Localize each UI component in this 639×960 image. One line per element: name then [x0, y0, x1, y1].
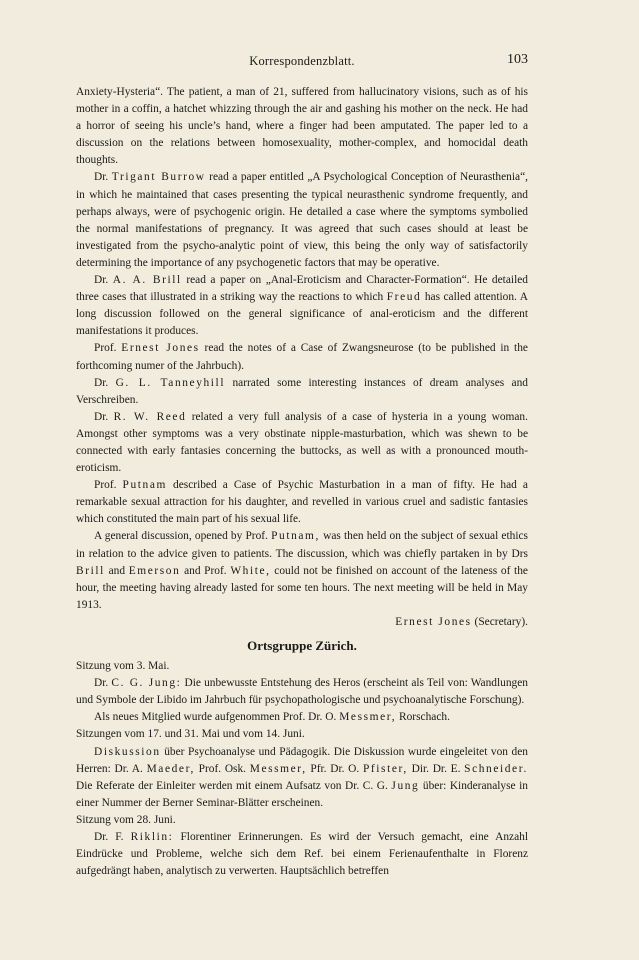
body-text [76, 84, 528, 880]
signature-role: (Secretary). [474, 615, 528, 628]
author-name: White, [230, 564, 271, 577]
paragraph-new-member: Als neues Mitglied wurde aufgenommen Prof. Dr. O. Messmer, Rorschach. [94, 711, 450, 724]
paragraph-brill: Dr. A. A. Brill read a paper on „Anal-Eroticism and Character-Formation“. He detailed three cases that illustrated in a striking way the reactions to which Freud has called attention. A long discussion followed on the general significance of anal-eroticism and the different manifestations it produces. [76, 274, 528, 338]
signature-name: Ernest Jones [395, 615, 472, 628]
session-heading: Sitzung vom 3. Mai. [76, 660, 170, 673]
author-name: G. L. Tanneyhill [115, 376, 226, 389]
author-name: Schneider. [464, 762, 528, 775]
paragraph-putnam: Prof. Putnam described a Case of Psychic Masturbation in a man of fifty. He had a remarkable sexual attraction for his daughter, and revelled in various cruel and sadistic fantasies which constituted the main part of his sexual life. [76, 479, 528, 526]
paragraph-reed: Dr. R. W. Reed related a very full analysis of a case of hysteria in a young woman. Amongst other symptoms was a very obstinate nipple-masturbation, which was shewn to be connected with early fantasies concerning the buttocks, as well as with a pronounced mouth-eroticism. [76, 410, 528, 475]
paragraph-riklin: Dr. F. Riklin: Florentiner Erinnerungen. Es wird der Versuch gemacht, eine Anzahl Eindrücke und Probleme, welche sich dem Ref. bei einem Ferienaufenthalte in Florenz aufgedrängt haben, analytisch zu verwerten. Hauptsächlich betreffen [76, 831, 529, 878]
author-name: Putnam, [271, 530, 320, 543]
author-name: Messmer, [249, 762, 307, 775]
paragraph-jung: Dr. C. G. Jung: Die unbewusste Entstehung des Heros (erscheint als Teil von: Wandlungen und Symbole der Libido im Jahrbuch für psychopathologische und psychoanalytische Forschung). [76, 677, 528, 707]
paragraph-jones: Prof. Ernest Jones read the notes of a Case of Zwangsneurose (to be published in the forthcoming numer of the Jahrbuch). [76, 342, 528, 372]
author-name: Emerson [128, 564, 181, 577]
section-title: Ortsgruppe Zürich. [247, 638, 357, 653]
author-name: Maeder, [146, 762, 195, 775]
author-name: Putnam [122, 479, 167, 492]
author-name: Freud [386, 291, 422, 304]
paragraph-tanneyhill: Dr. G. L. Tanneyhill narrated some interesting instances of dream analyses and Verschreiben. [76, 376, 528, 406]
author-name: Pfister, [362, 762, 408, 775]
author-name: Brill [76, 564, 105, 577]
paragraph-diskussion: Diskussion über Psychoanalyse und Pädagogik. Die Diskussion wurde eingeleitet von den Herren: Dr. A. Maeder, Prof. Osk. Messmer, Pfr. Dr. O. Pfister, Dir. Dr. E. Schneider. Die Referate der Einleiter werden mit einem Aufsatz von Dr. C. G. Jung über: Kinderanalyse in einer Nummer der Berner Seminar-Blätter erscheinen. [76, 745, 528, 809]
paragraph-burrow: Dr. Trigant Burrow read a paper entitled „A Psychological Conception of Neurasthenia“, in which he maintained that cases presenting the typical neurasthenic syndrome frequently, and perhaps always, were of psychogenic origin. He detailed a case where the symptoms symbolied the normal manifestations of pregnancy. It was agreed that such cases should at least be investigated from the psycho-analytic point of view, this being the only way of satisfactorily determining the importance of any psychogenetic factors that may be operative. [76, 171, 528, 269]
session-heading: Sitzungen vom 17. und 31. Mai und vom 14. Juni. [76, 728, 305, 741]
signature [76, 614, 528, 631]
author-name: Ernest Jones [121, 342, 200, 355]
author-name: R. W. Reed [113, 410, 187, 423]
paragraph-discussion: A general discussion, opened by Prof. Putnam, was then held on the subject of sexual ethics in relation to the advice given to patients. The discussion, which was chiefly partaken in by Drs Brill and Emerson and Prof. White, could not be finished on account of the lateness of the hour, the meeting having already lasted for some ten hours. The next meeting will be held in May 1913. [76, 530, 528, 611]
author-name: Jung [391, 779, 420, 792]
page-header [76, 54, 528, 72]
author-name: Trigant Burrow [111, 171, 206, 184]
author-name: Riklin: [130, 831, 174, 844]
session-heading: Sitzung vom 28. Juni. [76, 813, 176, 826]
author-name: Messmer, [339, 711, 397, 724]
author-name: A. A. Brill [112, 274, 182, 287]
keyword: Diskussion [94, 745, 161, 758]
author-name: C. G. Jung: [111, 677, 182, 690]
page-number: 103 [507, 52, 528, 67]
running-head: Korrespondenzblatt. [249, 54, 355, 68]
paragraph-anxiety-hysteria: Anxiety-Hysteria“. The patient, a man of 21, suffered from hallucinatory visions, such as of his mother in a coffin, a hatchet whizzing through the air and gashing his mother on the neck. He had a horror of seeing his uncle’s hand, where a finger had been amputated. The paper led to a discussion on the relations between homosexuality, mother-complex, and homocidal death thoughts. [76, 86, 528, 167]
